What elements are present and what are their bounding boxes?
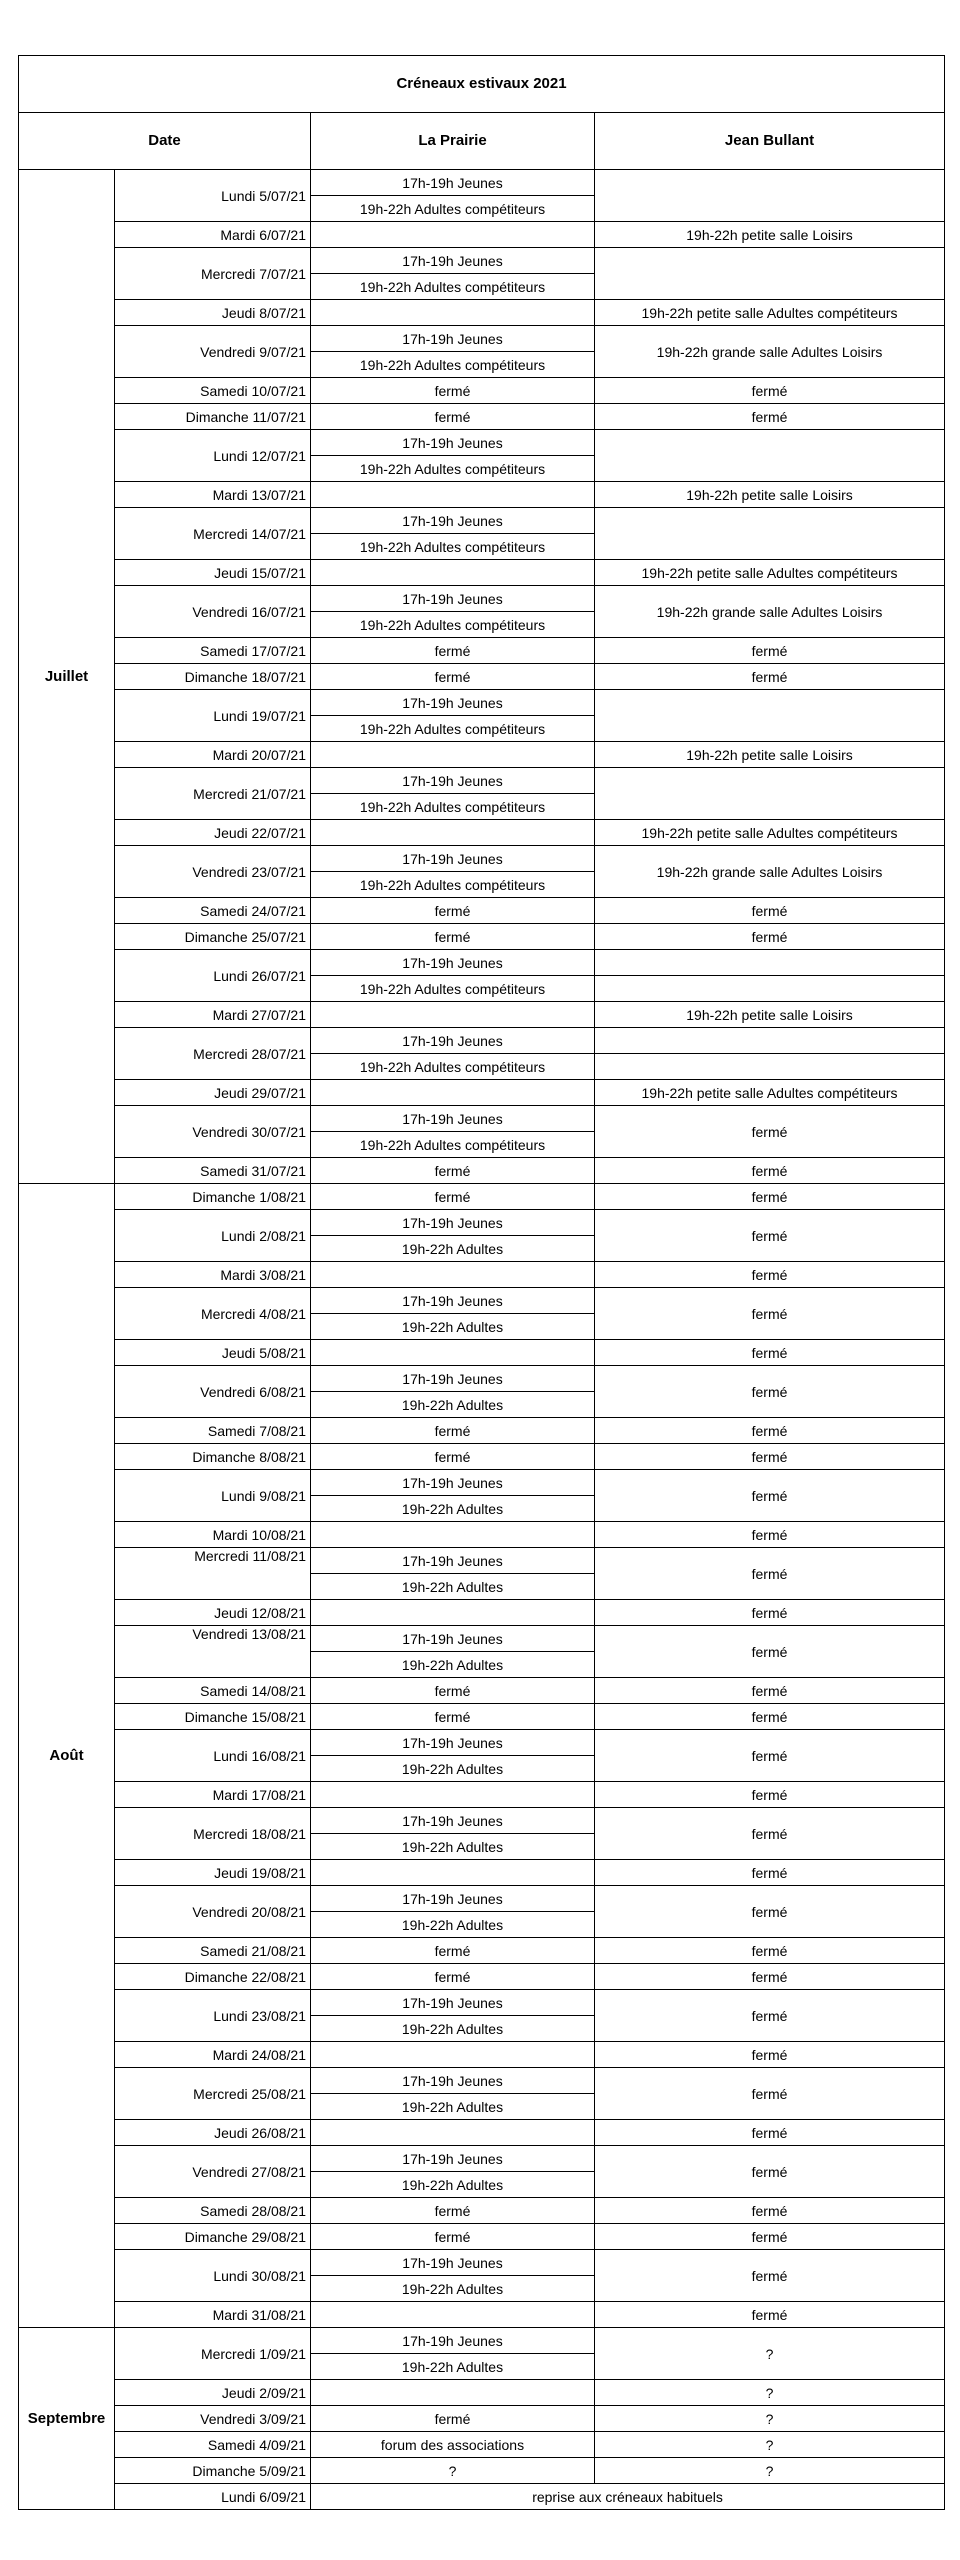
la-prairie-cell: 17h-19h Jeunes bbox=[311, 2328, 595, 2354]
la-prairie-cell: 17h-19h Jeunes bbox=[311, 1470, 595, 1496]
jean-bullant-cell: fermé bbox=[595, 1288, 945, 1340]
jean-bullant-cell bbox=[595, 170, 945, 222]
date-cell: Samedi 14/08/21 bbox=[115, 1678, 311, 1704]
date-cell: Lundi 26/07/21 bbox=[115, 950, 311, 1002]
la-prairie-cell bbox=[311, 1860, 595, 1886]
jean-bullant-cell: 19h-22h grande salle Adultes Loisirs bbox=[595, 846, 945, 898]
table-row bbox=[19, 2250, 945, 2276]
table-row bbox=[19, 664, 945, 690]
table-row bbox=[19, 820, 945, 846]
table-row bbox=[19, 248, 945, 274]
date-cell: Samedi 4/09/21 bbox=[115, 2432, 311, 2458]
month-label: Septembre bbox=[19, 2328, 115, 2510]
jean-bullant-cell: fermé bbox=[595, 1262, 945, 1288]
la-prairie-cell: 17h-19h Jeunes bbox=[311, 1808, 595, 1834]
date-cell: Jeudi 15/07/21 bbox=[115, 560, 311, 586]
jean-bullant-cell: 19h-22h petite salle Adultes compétiteurs bbox=[595, 560, 945, 586]
la-prairie-cell: 19h-22h Adultes bbox=[311, 1912, 595, 1938]
la-prairie-cell: 19h-22h Adultes compétiteurs bbox=[311, 456, 595, 482]
table-row bbox=[19, 2484, 945, 2510]
table-row bbox=[19, 326, 945, 352]
la-prairie-cell bbox=[311, 820, 595, 846]
jean-bullant-cell: fermé bbox=[595, 2198, 945, 2224]
la-prairie-cell: 19h-22h Adultes compétiteurs bbox=[311, 872, 595, 898]
date-cell: Dimanche 18/07/21 bbox=[115, 664, 311, 690]
jean-bullant-cell: fermé bbox=[595, 1860, 945, 1886]
date-cell: Mardi 17/08/21 bbox=[115, 1782, 311, 1808]
date-cell: Vendredi 27/08/21 bbox=[115, 2146, 311, 2198]
jean-bullant-cell bbox=[595, 1028, 945, 1054]
table-row bbox=[19, 300, 945, 326]
table-row bbox=[19, 404, 945, 430]
table-row bbox=[19, 742, 945, 768]
table-row bbox=[19, 846, 945, 872]
date-cell: Jeudi 8/07/21 bbox=[115, 300, 311, 326]
table-row bbox=[19, 1106, 945, 1132]
table-row bbox=[19, 1990, 945, 2016]
jean-bullant-cell: fermé bbox=[595, 1418, 945, 1444]
la-prairie-cell: fermé bbox=[311, 404, 595, 430]
table-row bbox=[19, 1938, 945, 1964]
jean-bullant-cell: fermé bbox=[595, 404, 945, 430]
date-cell: Mardi 20/07/21 bbox=[115, 742, 311, 768]
la-prairie-cell: 17h-19h Jeunes bbox=[311, 2146, 595, 2172]
table-row bbox=[19, 1158, 945, 1184]
la-prairie-cell bbox=[311, 1600, 595, 1626]
table-row bbox=[19, 924, 945, 950]
jean-bullant-cell: fermé bbox=[595, 924, 945, 950]
la-prairie-cell: 17h-19h Jeunes bbox=[311, 1366, 595, 1392]
date-cell: Dimanche 29/08/21 bbox=[115, 2224, 311, 2250]
date-cell: Vendredi 30/07/21 bbox=[115, 1106, 311, 1158]
table-row bbox=[19, 2458, 945, 2484]
la-prairie-cell: 19h-22h Adultes bbox=[311, 1574, 595, 1600]
la-prairie-cell: fermé bbox=[311, 1444, 595, 1470]
month-label: Août bbox=[19, 1184, 115, 2328]
la-prairie-cell: 17h-19h Jeunes bbox=[311, 1886, 595, 1912]
jean-bullant-cell: fermé bbox=[595, 1808, 945, 1860]
table-row bbox=[19, 1678, 945, 1704]
table-row bbox=[19, 222, 945, 248]
date-cell: Jeudi 22/07/21 bbox=[115, 820, 311, 846]
la-prairie-cell bbox=[311, 2302, 595, 2328]
la-prairie-cell: forum des associations bbox=[311, 2432, 595, 2458]
la-prairie-cell: fermé bbox=[311, 638, 595, 664]
la-prairie-cell: 19h-22h Adultes bbox=[311, 2016, 595, 2042]
la-prairie-cell: fermé bbox=[311, 1418, 595, 1444]
jean-bullant-cell: fermé bbox=[595, 1938, 945, 1964]
la-prairie-cell: 19h-22h Adultes bbox=[311, 2094, 595, 2120]
table-row bbox=[19, 2068, 945, 2094]
date-cell: Vendredi 13/08/21 bbox=[115, 1626, 311, 1678]
jean-bullant-cell: fermé bbox=[595, 1522, 945, 1548]
la-prairie-cell: 17h-19h Jeunes bbox=[311, 170, 595, 196]
la-prairie-cell: 17h-19h Jeunes bbox=[311, 248, 595, 274]
date-cell: Vendredi 3/09/21 bbox=[115, 2406, 311, 2432]
jean-bullant-cell: fermé bbox=[595, 1366, 945, 1418]
table-row bbox=[19, 768, 945, 794]
jean-bullant-cell: fermé bbox=[595, 2250, 945, 2302]
la-prairie-cell bbox=[311, 222, 595, 248]
la-prairie-cell: fermé bbox=[311, 898, 595, 924]
la-prairie-cell: 17h-19h Jeunes bbox=[311, 430, 595, 456]
table-row bbox=[19, 1704, 945, 1730]
la-prairie-cell: 19h-22h Adultes compétiteurs bbox=[311, 612, 595, 638]
date-cell: Lundi 6/09/21 bbox=[115, 2484, 311, 2510]
date-cell: Jeudi 2/09/21 bbox=[115, 2380, 311, 2406]
jean-bullant-cell: fermé bbox=[595, 2068, 945, 2120]
la-prairie-cell bbox=[311, 1080, 595, 1106]
table-row bbox=[19, 1418, 945, 1444]
date-cell: Samedi 17/07/21 bbox=[115, 638, 311, 664]
table-title: Créneaux estivaux 2021 bbox=[19, 56, 945, 113]
table-row bbox=[19, 1860, 945, 1886]
table-row bbox=[19, 1886, 945, 1912]
table-row bbox=[19, 1028, 945, 1054]
date-cell: Mercredi 14/07/21 bbox=[115, 508, 311, 560]
jean-bullant-cell: fermé bbox=[595, 1990, 945, 2042]
table-row bbox=[19, 690, 945, 716]
jean-bullant-cell: fermé bbox=[595, 1106, 945, 1158]
la-prairie-cell: 17h-19h Jeunes bbox=[311, 1106, 595, 1132]
la-prairie-cell: 19h-22h Adultes bbox=[311, 1236, 595, 1262]
table-row bbox=[19, 2120, 945, 2146]
table-row bbox=[19, 1600, 945, 1626]
table-row bbox=[19, 1730, 945, 1756]
la-prairie-cell: fermé bbox=[311, 378, 595, 404]
la-prairie-cell bbox=[311, 2120, 595, 2146]
la-prairie-cell: 17h-19h Jeunes bbox=[311, 690, 595, 716]
la-prairie-cell bbox=[311, 1782, 595, 1808]
la-prairie-cell: 19h-22h Adultes compétiteurs bbox=[311, 1132, 595, 1158]
la-prairie-cell: fermé bbox=[311, 1704, 595, 1730]
la-prairie-cell: 17h-19h Jeunes bbox=[311, 2250, 595, 2276]
jean-bullant-cell bbox=[595, 508, 945, 560]
la-prairie-cell: 19h-22h Adultes bbox=[311, 2172, 595, 2198]
header-date: Date bbox=[19, 113, 311, 170]
la-prairie-cell: 19h-22h Adultes compétiteurs bbox=[311, 196, 595, 222]
date-cell: Dimanche 15/08/21 bbox=[115, 1704, 311, 1730]
jean-bullant-cell: 19h-22h petite salle Adultes compétiteurs bbox=[595, 300, 945, 326]
table-row bbox=[19, 1470, 945, 1496]
jean-bullant-cell: fermé bbox=[595, 1548, 945, 1600]
la-prairie-cell: 17h-19h Jeunes bbox=[311, 1288, 595, 1314]
date-cell: Mardi 24/08/21 bbox=[115, 2042, 311, 2068]
la-prairie-cell: 19h-22h Adultes compétiteurs bbox=[311, 352, 595, 378]
table-row bbox=[19, 2224, 945, 2250]
jean-bullant-cell: fermé bbox=[595, 1704, 945, 1730]
la-prairie-cell: 17h-19h Jeunes bbox=[311, 2068, 595, 2094]
table-row bbox=[19, 1626, 945, 1652]
jean-bullant-cell: 19h-22h grande salle Adultes Loisirs bbox=[595, 586, 945, 638]
date-cell: Dimanche 11/07/21 bbox=[115, 404, 311, 430]
date-cell: Mardi 10/08/21 bbox=[115, 1522, 311, 1548]
table-row bbox=[19, 950, 945, 976]
month-label: Juillet bbox=[19, 170, 115, 1184]
table-row bbox=[19, 638, 945, 664]
jean-bullant-cell: 19h-22h petite salle Loisirs bbox=[595, 1002, 945, 1028]
jean-bullant-cell: fermé bbox=[595, 2042, 945, 2068]
date-cell: Samedi 7/08/21 bbox=[115, 1418, 311, 1444]
la-prairie-cell bbox=[311, 2042, 595, 2068]
table-row bbox=[19, 2406, 945, 2432]
la-prairie-cell: fermé bbox=[311, 2224, 595, 2250]
la-prairie-cell: 17h-19h Jeunes bbox=[311, 1990, 595, 2016]
table-row bbox=[19, 1288, 945, 1314]
jean-bullant-cell bbox=[595, 1054, 945, 1080]
la-prairie-cell bbox=[311, 482, 595, 508]
jean-bullant-cell bbox=[595, 768, 945, 820]
date-cell: Vendredi 6/08/21 bbox=[115, 1366, 311, 1418]
la-prairie-cell: fermé bbox=[311, 1158, 595, 1184]
jean-bullant-cell: 19h-22h petite salle Adultes compétiteurs bbox=[595, 1080, 945, 1106]
jean-bullant-cell: fermé bbox=[595, 1782, 945, 1808]
table-row bbox=[19, 1548, 945, 1574]
la-prairie-cell: fermé bbox=[311, 2198, 595, 2224]
la-prairie-cell: 17h-19h Jeunes bbox=[311, 508, 595, 534]
la-prairie-cell: 17h-19h Jeunes bbox=[311, 1548, 595, 1574]
table-row bbox=[19, 378, 945, 404]
jean-bullant-cell: ? bbox=[595, 2458, 945, 2484]
jean-bullant-cell: fermé bbox=[595, 1600, 945, 1626]
la-prairie-cell: 19h-22h Adultes compétiteurs bbox=[311, 1054, 595, 1080]
la-prairie-cell bbox=[311, 1522, 595, 1548]
date-cell: Lundi 2/08/21 bbox=[115, 1210, 311, 1262]
date-cell: Mercredi 25/08/21 bbox=[115, 2068, 311, 2120]
schedule-sheet bbox=[18, 55, 945, 2510]
table-row bbox=[19, 1340, 945, 1366]
la-prairie-cell: fermé bbox=[311, 2406, 595, 2432]
schedule-table bbox=[18, 55, 945, 2510]
date-cell: Dimanche 1/08/21 bbox=[115, 1184, 311, 1210]
la-prairie-cell: 19h-22h Adultes compétiteurs bbox=[311, 274, 595, 300]
table-row bbox=[19, 2198, 945, 2224]
date-cell: Jeudi 19/08/21 bbox=[115, 1860, 311, 1886]
date-cell: Vendredi 20/08/21 bbox=[115, 1886, 311, 1938]
table-row bbox=[19, 898, 945, 924]
la-prairie-cell: 19h-22h Adultes bbox=[311, 1496, 595, 1522]
table-row bbox=[19, 2302, 945, 2328]
date-cell: Mercredi 21/07/21 bbox=[115, 768, 311, 820]
table-row bbox=[19, 1964, 945, 1990]
header-la-prairie: La Prairie bbox=[311, 113, 595, 170]
la-prairie-cell bbox=[311, 560, 595, 586]
la-prairie-cell: fermé bbox=[311, 1938, 595, 1964]
jean-bullant-cell: fermé bbox=[595, 1886, 945, 1938]
la-prairie-cell: 17h-19h Jeunes bbox=[311, 1028, 595, 1054]
jean-bullant-cell: fermé bbox=[595, 1444, 945, 1470]
la-prairie-cell: 17h-19h Jeunes bbox=[311, 326, 595, 352]
table-row bbox=[19, 1522, 945, 1548]
la-prairie-cell: 17h-19h Jeunes bbox=[311, 1730, 595, 1756]
jean-bullant-cell: fermé bbox=[595, 1730, 945, 1782]
date-cell: Dimanche 8/08/21 bbox=[115, 1444, 311, 1470]
date-cell: Samedi 31/07/21 bbox=[115, 1158, 311, 1184]
date-cell: Jeudi 12/08/21 bbox=[115, 1600, 311, 1626]
jean-bullant-cell: 19h-22h petite salle Loisirs bbox=[595, 222, 945, 248]
date-cell: Jeudi 5/08/21 bbox=[115, 1340, 311, 1366]
date-cell: Mercredi 7/07/21 bbox=[115, 248, 311, 300]
la-prairie-cell: 19h-22h Adultes bbox=[311, 2276, 595, 2302]
date-cell: Lundi 23/08/21 bbox=[115, 1990, 311, 2042]
date-cell: Mardi 3/08/21 bbox=[115, 1262, 311, 1288]
la-prairie-cell: 19h-22h Adultes compétiteurs bbox=[311, 794, 595, 820]
date-cell: Mercredi 4/08/21 bbox=[115, 1288, 311, 1340]
jean-bullant-cell: 19h-22h grande salle Adultes Loisirs bbox=[595, 326, 945, 378]
la-prairie-cell bbox=[311, 1002, 595, 1028]
la-prairie-cell bbox=[311, 1262, 595, 1288]
la-prairie-cell: 19h-22h Adultes compétiteurs bbox=[311, 716, 595, 742]
header-row bbox=[19, 113, 945, 170]
jean-bullant-cell: fermé bbox=[595, 1340, 945, 1366]
date-cell: Dimanche 22/08/21 bbox=[115, 1964, 311, 1990]
jean-bullant-cell: ? bbox=[595, 2380, 945, 2406]
la-prairie-cell: fermé bbox=[311, 1678, 595, 1704]
date-cell: Mardi 31/08/21 bbox=[115, 2302, 311, 2328]
jean-bullant-cell bbox=[595, 690, 945, 742]
date-cell: Mercredi 18/08/21 bbox=[115, 1808, 311, 1860]
table-row bbox=[19, 2146, 945, 2172]
table-row bbox=[19, 430, 945, 456]
date-cell: Lundi 19/07/21 bbox=[115, 690, 311, 742]
date-cell: Lundi 5/07/21 bbox=[115, 170, 311, 222]
jean-bullant-cell bbox=[595, 430, 945, 482]
jean-bullant-cell: ? bbox=[595, 2328, 945, 2380]
la-prairie-cell: 17h-19h Jeunes bbox=[311, 846, 595, 872]
la-prairie-cell: 17h-19h Jeunes bbox=[311, 768, 595, 794]
jean-bullant-cell: fermé bbox=[595, 638, 945, 664]
la-prairie-cell: fermé bbox=[311, 664, 595, 690]
la-prairie-cell: 19h-22h Adultes compétiteurs bbox=[311, 976, 595, 1002]
date-cell: Lundi 30/08/21 bbox=[115, 2250, 311, 2302]
jean-bullant-cell: fermé bbox=[595, 2224, 945, 2250]
table-row bbox=[19, 2328, 945, 2354]
date-cell: Jeudi 29/07/21 bbox=[115, 1080, 311, 1106]
la-prairie-cell: 19h-22h Adultes compétiteurs bbox=[311, 534, 595, 560]
table-row bbox=[19, 1262, 945, 1288]
title-row bbox=[19, 56, 945, 113]
la-prairie-cell: fermé bbox=[311, 1184, 595, 1210]
table-row bbox=[19, 2042, 945, 2068]
la-prairie-cell: 19h-22h Adultes bbox=[311, 1314, 595, 1340]
jean-bullant-cell: fermé bbox=[595, 1184, 945, 1210]
date-cell: Mardi 27/07/21 bbox=[115, 1002, 311, 1028]
table-row bbox=[19, 586, 945, 612]
table-row bbox=[19, 482, 945, 508]
la-prairie-cell: fermé bbox=[311, 924, 595, 950]
la-prairie-cell: 17h-19h Jeunes bbox=[311, 1626, 595, 1652]
table-row bbox=[19, 2380, 945, 2406]
table-row bbox=[19, 1366, 945, 1392]
date-cell: Dimanche 25/07/21 bbox=[115, 924, 311, 950]
date-cell: Mardi 6/07/21 bbox=[115, 222, 311, 248]
jean-bullant-cell: ? bbox=[595, 2432, 945, 2458]
table-row bbox=[19, 1782, 945, 1808]
table-row bbox=[19, 1002, 945, 1028]
date-cell: Lundi 12/07/21 bbox=[115, 430, 311, 482]
date-cell: Samedi 10/07/21 bbox=[115, 378, 311, 404]
date-cell: Jeudi 26/08/21 bbox=[115, 2120, 311, 2146]
la-prairie-cell: 19h-22h Adultes bbox=[311, 1834, 595, 1860]
la-prairie-cell: 17h-19h Jeunes bbox=[311, 1210, 595, 1236]
table-row bbox=[19, 1808, 945, 1834]
table-row bbox=[19, 1184, 945, 1210]
jean-bullant-cell: fermé bbox=[595, 1626, 945, 1678]
table-row bbox=[19, 560, 945, 586]
la-prairie-cell: 19h-22h Adultes bbox=[311, 1756, 595, 1782]
jean-bullant-cell: fermé bbox=[595, 1964, 945, 1990]
date-cell: Vendredi 16/07/21 bbox=[115, 586, 311, 638]
jean-bullant-cell: 19h-22h petite salle Adultes compétiteurs bbox=[595, 820, 945, 846]
jean-bullant-cell: fermé bbox=[595, 2120, 945, 2146]
header-jean-bullant: Jean Bullant bbox=[595, 113, 945, 170]
jean-bullant-cell: 19h-22h petite salle Loisirs bbox=[595, 742, 945, 768]
jean-bullant-cell: 19h-22h petite salle Loisirs bbox=[595, 482, 945, 508]
jean-bullant-cell: fermé bbox=[595, 2302, 945, 2328]
table-row bbox=[19, 2432, 945, 2458]
table-row bbox=[19, 508, 945, 534]
la-prairie-cell bbox=[311, 1340, 595, 1366]
table-row bbox=[19, 1080, 945, 1106]
jean-bullant-cell: fermé bbox=[595, 378, 945, 404]
date-cell: Vendredi 23/07/21 bbox=[115, 846, 311, 898]
jean-bullant-cell: fermé bbox=[595, 664, 945, 690]
jean-bullant-cell: fermé bbox=[595, 1210, 945, 1262]
jean-bullant-cell bbox=[595, 976, 945, 1002]
date-cell: Samedi 24/07/21 bbox=[115, 898, 311, 924]
la-prairie-cell: 19h-22h Adultes bbox=[311, 1392, 595, 1418]
date-cell: Lundi 16/08/21 bbox=[115, 1730, 311, 1782]
la-prairie-cell: 19h-22h Adultes bbox=[311, 2354, 595, 2380]
date-cell: Samedi 21/08/21 bbox=[115, 1938, 311, 1964]
la-prairie-cell bbox=[311, 742, 595, 768]
jean-bullant-cell: fermé bbox=[595, 1158, 945, 1184]
jean-bullant-cell: fermé bbox=[595, 1678, 945, 1704]
jean-bullant-cell: ? bbox=[595, 2406, 945, 2432]
table-row bbox=[19, 1444, 945, 1470]
la-prairie-cell: ? bbox=[311, 2458, 595, 2484]
la-prairie-cell bbox=[311, 300, 595, 326]
la-prairie-cell bbox=[311, 2380, 595, 2406]
table-row bbox=[19, 170, 945, 196]
merged-cell: reprise aux créneaux habituels bbox=[311, 2484, 945, 2510]
date-cell: Mardi 13/07/21 bbox=[115, 482, 311, 508]
jean-bullant-cell: fermé bbox=[595, 1470, 945, 1522]
jean-bullant-cell bbox=[595, 248, 945, 300]
date-cell: Mercredi 28/07/21 bbox=[115, 1028, 311, 1080]
la-prairie-cell: 17h-19h Jeunes bbox=[311, 586, 595, 612]
date-cell: Vendredi 9/07/21 bbox=[115, 326, 311, 378]
table-row bbox=[19, 1210, 945, 1236]
la-prairie-cell: 17h-19h Jeunes bbox=[311, 950, 595, 976]
jean-bullant-cell bbox=[595, 950, 945, 976]
jean-bullant-cell: fermé bbox=[595, 898, 945, 924]
la-prairie-cell: 19h-22h Adultes bbox=[311, 1652, 595, 1678]
date-cell: Dimanche 5/09/21 bbox=[115, 2458, 311, 2484]
date-cell: Lundi 9/08/21 bbox=[115, 1470, 311, 1522]
date-cell: Mercredi 11/08/21 bbox=[115, 1548, 311, 1600]
la-prairie-cell: fermé bbox=[311, 1964, 595, 1990]
jean-bullant-cell: fermé bbox=[595, 2146, 945, 2198]
date-cell: Samedi 28/08/21 bbox=[115, 2198, 311, 2224]
date-cell: Mercredi 1/09/21 bbox=[115, 2328, 311, 2380]
